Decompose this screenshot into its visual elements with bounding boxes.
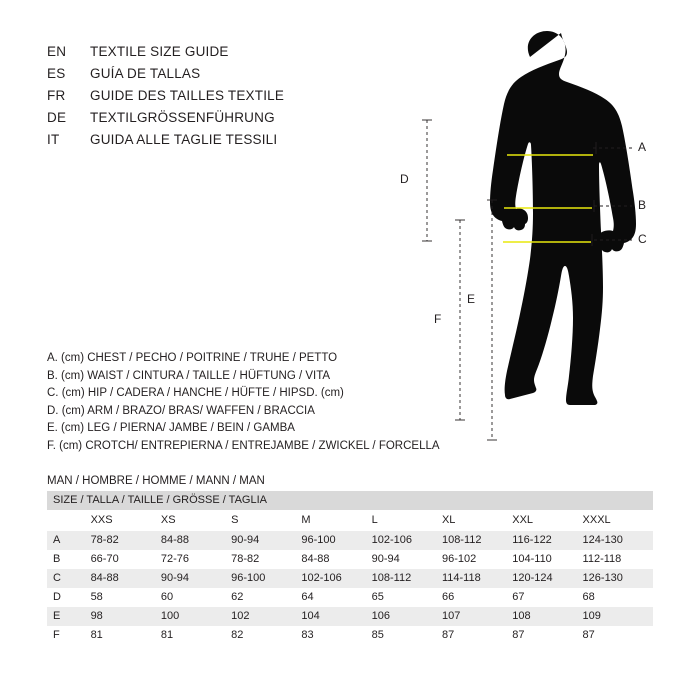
cell: 72-76: [161, 550, 231, 569]
table-row: [47, 569, 653, 588]
table-title-row: [47, 491, 653, 510]
language-code: EN: [47, 44, 67, 59]
cell: 120-124: [512, 569, 582, 588]
cell: 85: [372, 626, 442, 645]
cell: 126-130: [583, 569, 653, 588]
table-row: [47, 607, 653, 626]
cell: 58: [91, 588, 161, 607]
cell: 62: [231, 588, 301, 607]
language-code: IT: [47, 132, 60, 147]
cell: 106: [372, 607, 442, 626]
male-silhouette-shape: [490, 31, 636, 405]
marker-label-c: C: [638, 232, 647, 246]
legend-line-b: B. (cm) WAIST / CINTURA / TAILLE / HÜFTUNG / VITA: [47, 369, 331, 382]
table-row: [47, 588, 653, 607]
column-header-xxs: XXS: [91, 510, 161, 531]
marker-label-a: A: [638, 140, 647, 154]
language-row: [47, 132, 347, 154]
column-header-xl: XL: [442, 510, 512, 531]
cell: 102-106: [372, 531, 442, 550]
column-header-xs: XS: [161, 510, 231, 531]
language-row: [47, 88, 347, 110]
cell: 67: [512, 588, 582, 607]
marker-label-e: E: [467, 292, 476, 306]
cell: 78-82: [91, 531, 161, 550]
language-row: [47, 44, 347, 66]
cell: 84-88: [161, 531, 231, 550]
cell: 87: [442, 626, 512, 645]
legend-spacer: [47, 455, 467, 473]
legend-line-e: E. (cm) LEG / PIERNA/ JAMBE / BEIN / GAMBA: [47, 422, 295, 434]
cell: 100: [161, 607, 231, 626]
size-table: [47, 491, 653, 645]
table-header-row: [47, 510, 653, 531]
marker-label-f: F: [434, 312, 442, 326]
cell: 116-122: [512, 531, 582, 550]
row-label: D: [47, 588, 91, 607]
column-header-xxl: XXL: [512, 510, 582, 531]
column-header-m: M: [301, 510, 371, 531]
legend-line-f: F. (cm) CROTCH/ ENTREPIERNA / ENTREJAMBE / ZWICKEL / FORCELLA: [47, 439, 440, 452]
cell: 65: [372, 588, 442, 607]
cell: 124-130: [583, 531, 653, 550]
language-row: [47, 66, 347, 88]
row-label: C: [47, 569, 91, 588]
row-label: F: [47, 626, 91, 645]
cell: 90-94: [372, 550, 442, 569]
cell: 68: [583, 588, 653, 607]
language-code: ES: [47, 66, 66, 81]
column-header-l: L: [372, 510, 442, 531]
cell: 87: [583, 626, 653, 645]
cell: 90-94: [161, 569, 231, 588]
cell: 108-112: [442, 531, 512, 550]
cell: 90-94: [231, 531, 301, 550]
column-header-s: S: [231, 510, 301, 531]
cell: 109: [583, 607, 653, 626]
size-table-wrapper: [47, 491, 653, 645]
cell: 87: [512, 626, 582, 645]
cell: 78-82: [231, 550, 301, 569]
language-header-block: [47, 44, 347, 154]
language-code: FR: [47, 88, 66, 103]
cell: 102: [231, 607, 301, 626]
marker-label-b: B: [638, 198, 647, 212]
legend-line-c: C. (cm) HIP / CADERA / HANCHE / HÜFTE / HIPSD. (cm): [47, 387, 344, 399]
language-title: TEXTILGRÖSSENFÜHRUNG: [90, 110, 275, 125]
cell: 107: [442, 607, 512, 626]
row-label: E: [47, 607, 91, 626]
cell: 81: [91, 626, 161, 645]
cell: 60: [161, 588, 231, 607]
cell: 102-106: [301, 569, 371, 588]
cell: 108: [512, 607, 582, 626]
language-row: [47, 110, 347, 132]
cell: 98: [91, 607, 161, 626]
cell: 108-112: [372, 569, 442, 588]
language-title: GUIDE DES TAILLES TEXTILE: [90, 88, 285, 103]
cell: 114-118: [442, 569, 512, 588]
column-header-xxxl: XXXL: [583, 510, 653, 531]
cell: 96-102: [442, 550, 512, 569]
column-header: [47, 510, 91, 531]
cell: 81: [161, 626, 231, 645]
row-label: B: [47, 550, 91, 569]
cell: 112-118: [583, 550, 653, 569]
table-row: [47, 531, 653, 550]
marker-label-d: D: [400, 172, 409, 186]
cell: 82: [231, 626, 301, 645]
table-title: SIZE / TALLA / TAILLE / GRÖSSE / TAGLIA: [47, 491, 653, 510]
cell: 96-100: [231, 569, 301, 588]
cell: 84-88: [301, 550, 371, 569]
cell: 83: [301, 626, 371, 645]
cell: 66-70: [91, 550, 161, 569]
cell: 84-88: [91, 569, 161, 588]
language-title: TEXTILE SIZE GUIDE: [90, 44, 229, 59]
table-row: [47, 550, 653, 569]
language-title: GUÍA DE TALLAS: [90, 66, 201, 81]
language-code: DE: [47, 110, 67, 125]
legend-gender-note: MAN / HOMBRE / HOMME / MANN / MAN: [47, 475, 265, 487]
legend-block: [47, 350, 467, 490]
legend-line-a: A. (cm) CHEST / PECHO / POITRINE / TRUHE / PETTO: [47, 352, 338, 364]
cell: 96-100: [301, 531, 371, 550]
language-title: GUIDA ALLE TAGLIE TESSILI: [90, 132, 278, 147]
cell: 64: [301, 588, 371, 607]
cell: 104: [301, 607, 371, 626]
cell: 66: [442, 588, 512, 607]
legend-line-d: D. (cm) ARM / BRAZO/ BRAS/ WAFFEN / BRACCIA: [47, 404, 315, 417]
cell: 104-110: [512, 550, 582, 569]
row-label: A: [47, 531, 91, 550]
table-row: [47, 626, 653, 645]
